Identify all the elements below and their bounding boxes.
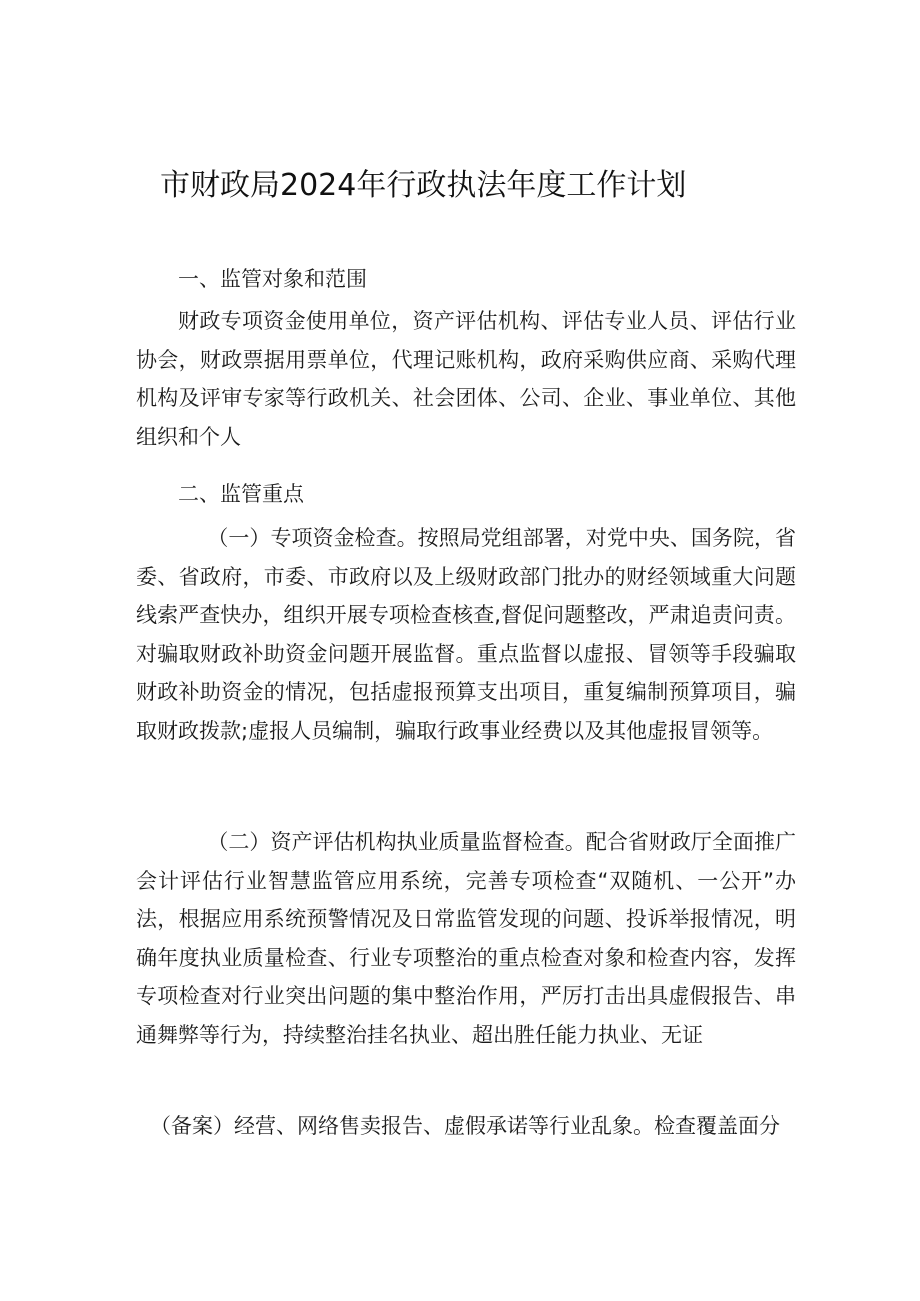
section-2-item-2-continued: （备案）经营、网络售卖报告、虚假承诺等行业乱象。检查覆盖面分: [150, 1114, 780, 1138]
section-1-paragraph: 财政专项资金使用单位，资产评估机构、评估专业人员、评估行业协会，财政票据用票单位，代理记账机构，政府采购供应商、采购代理机构及评审专家等行政机关、社会团体、公司、企业、事业单位、其他组织和个人: [136, 309, 796, 449]
section-2-item-1: （一）专项资金检查。按照局党组部署，对党中央、国务院，省委、省政府，市委、市政府以及上级财政部门批办的财经领域重大问题线索严查快办，组织开展专项检查核查,督促问题整改，严肃追责问责。对骗取财政补助资金问题开展监督。重点监督以虚报、冒领等手段骗取财政补助资金的情况，包括虚报预算支出项目，重复编制预算项目，骗取财政拨款;虚报人员编制，骗取行政事业经费以及其他虚报冒领等。: [136, 526, 796, 743]
section-2-item-2: （二）资产评估机构执业质量监督检查。配合省财政厅全面推广会计评估行业智慧监管应用系统，完善专项检查“双随机、一公开”办法，根据应用系统预警情况及日常监管发现的问题、投诉举报情况，明确年度执业质量检查、行业专项整治的重点检查对象和检查内容，发挥专项检查对行业突出问题的集中整治作用，严厉打击出具虚假报告、串通舞弊等行为，持续整治挂名执业、超出胜任能力执业、无证: [136, 830, 796, 1047]
document-title: 市财政局2024年行政执法年度工作计划: [160, 168, 687, 203]
section-1-heading: 一、监管对象和范围: [178, 267, 367, 291]
section-2-heading: 二、监管重点: [178, 482, 304, 506]
